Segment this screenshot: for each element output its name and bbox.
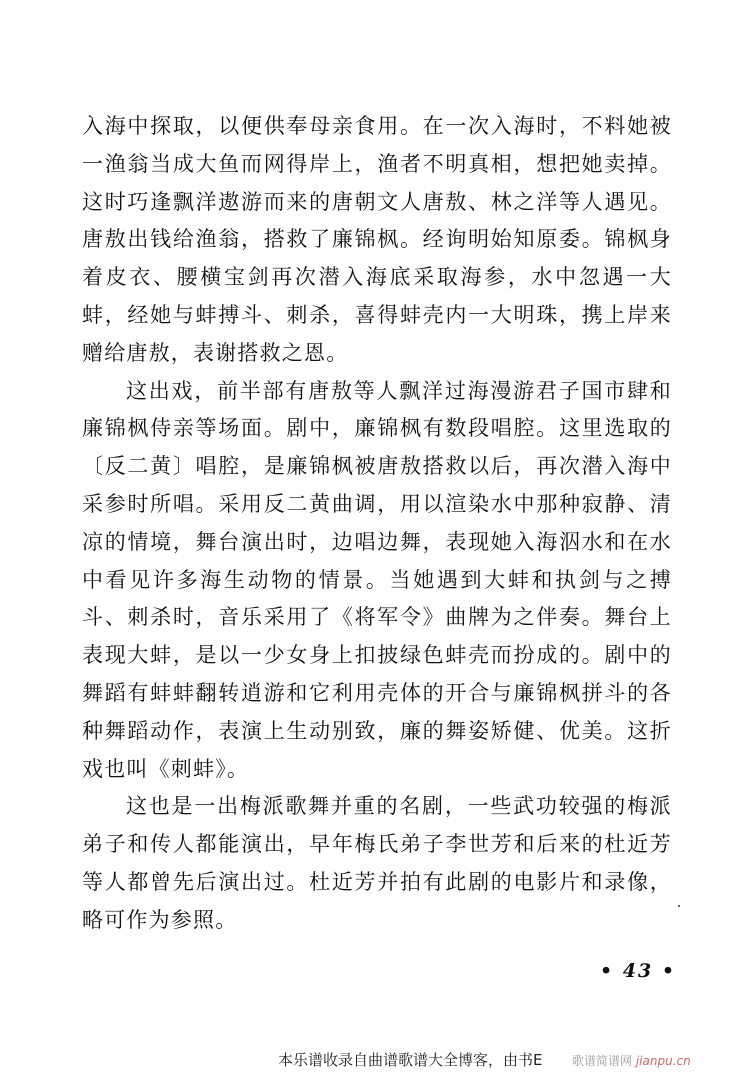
paragraph-performers: 这也是一出梅派歌舞并重的名剧，一些武功较强的梅派弟子和传人都能演出，早年梅氏弟子李世芳和后来的杜近芳等人都曾先后演出过。杜近芳并拍有此剧的电影片和录像，略可作为参照。 xyxy=(82,794,672,932)
scan-speck xyxy=(678,905,680,907)
page-number: • 43 • xyxy=(600,960,676,982)
paragraph-description: 这出戏，前半部有唐敖等人飘洋过海漫游君子国市肆和廉锦枫侍亲等场面。剧中，廉锦枫有数段唱腔。这里选取的〔反二黄〕唱腔，是廉锦枫被唐敖搭救以后，再次潜入海中采参时所唱。采用反二黄曲调，用以渲染水中那种寂静、清凉的情境，舞台演出时，边唱边舞，表现她入海泅水和在水中看见许多海生动物的情景。当她遇到大蚌和执剑与之搏斗、刺杀时，音乐采用了《将军令》曲牌为之伴奏。舞台上表现大蚌，是以一少女身上扣披绿色蚌壳而扮成的。剧中的舞蹈有蚌蚌翻转逍游和它利用壳体的开合与廉锦枫拼斗的各种舞蹈动作，表演上生动别致，廉的舞姿矫健、优美。这折戏也叫《刺蚌》。 xyxy=(82,378,672,781)
paragraph-continuation: 入海中探取，以便供奉母亲食用。在一次入海时，不料她被一渔翁当成大鱼而网得岸上，渔者不明真相，想把她卖掉。这时巧逢飘洋遨游而来的唐朝文人唐敖、林之洋等人遇见。唐敖出钱给渔翁，搭救了廉锦枫。经询明始知原委。锦枫身着皮衣、腰横宝剑再次潜入海底采取海参，水中忽遇一大蚌，经她与蚌搏斗、刺杀，喜得蚌壳内一大明珠，携上岸来赠给唐敖，表谢搭救之恩。 xyxy=(82,114,672,365)
footer-source-note: 本乐谱收录自曲谱歌谱大全博客，由书E xyxy=(278,1051,543,1069)
watermark xyxy=(572,1052,691,1069)
body-text xyxy=(82,108,672,940)
watermark-url: jianpu.cn xyxy=(635,1054,691,1068)
watermark-site-name: 歌谱简谱网 xyxy=(572,1054,633,1068)
